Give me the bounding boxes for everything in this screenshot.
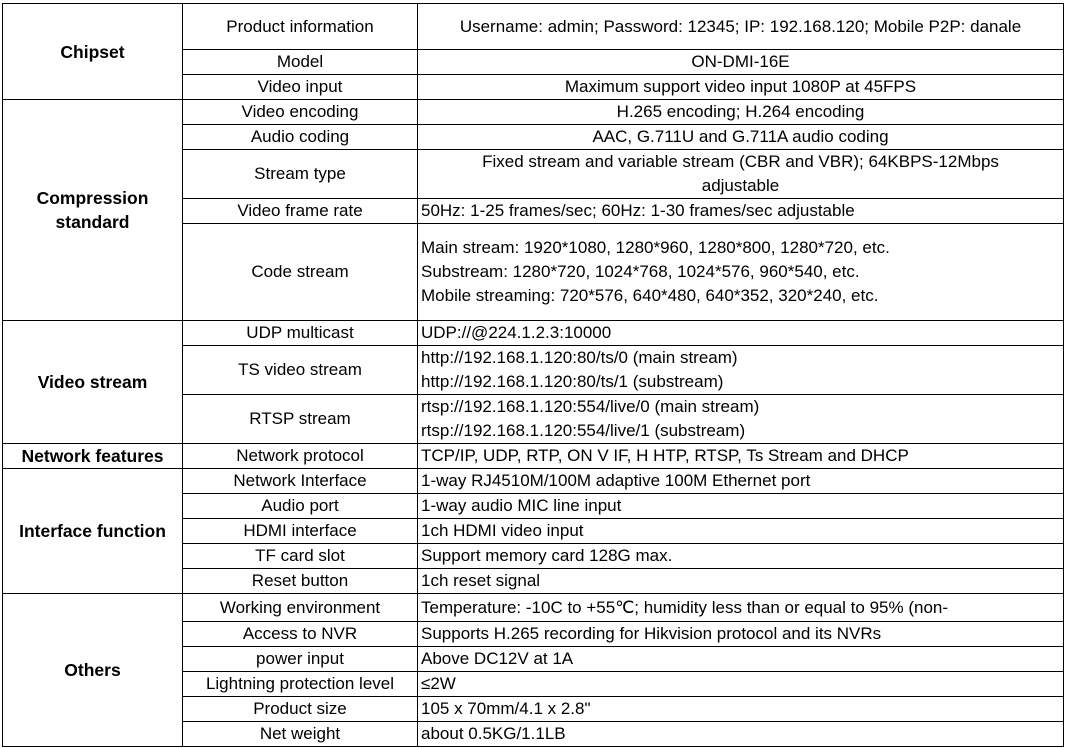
spec-value — [418, 75, 1064, 100]
spec-value-line: 1-way RJ4510M/100M adaptive 100M Ethernet port — [421, 471, 811, 490]
category-cell: Others — [3, 594, 183, 747]
spec-label: UDP multicast — [183, 321, 418, 346]
spec-value-line: Support memory card 128G max. — [421, 546, 673, 565]
spec-value — [418, 594, 1064, 622]
spec-label: RTSP stream — [183, 395, 418, 444]
spec-label: Network Interface — [183, 469, 418, 494]
category-cell: Interface function — [3, 469, 183, 594]
spec-value — [418, 622, 1064, 647]
spec-label: Audio port — [183, 494, 418, 519]
spec-label: Model — [183, 50, 418, 75]
category-cell: Compression standard — [3, 100, 183, 321]
spec-value — [418, 494, 1064, 519]
spec-value — [418, 100, 1064, 125]
spec-label: TF card slot — [183, 544, 418, 569]
spec-label: Stream type — [183, 150, 418, 199]
category-cell: Network features — [3, 444, 183, 469]
spec-table-body — [3, 4, 1064, 747]
spec-label: Code stream — [183, 224, 418, 321]
spec-label: Product size — [183, 697, 418, 722]
spec-label: Reset button — [183, 569, 418, 594]
spec-label: Video frame rate — [183, 199, 418, 224]
spec-value — [418, 346, 1064, 395]
spec-label: Access to NVR — [183, 622, 418, 647]
table-row — [3, 469, 1064, 494]
spec-value-line: Supports H.265 recording for Hikvision protocol and its NVRs — [421, 624, 882, 643]
spec-label: Working environment — [183, 594, 418, 622]
spec-label: Network protocol — [183, 444, 418, 469]
spec-value — [418, 519, 1064, 544]
spec-value-line: Substream: 1280*720, 1024*768, 1024*576, 960*540, etc. — [421, 262, 860, 281]
spec-value — [418, 672, 1064, 697]
spec-value-line: about 0.5KG/1.1LB — [421, 724, 566, 743]
table-row — [3, 321, 1064, 346]
spec-label: Video input — [183, 75, 418, 100]
spec-value-line: UDP://@224.1.2.3:10000 — [421, 323, 612, 342]
spec-label: TS video stream — [183, 346, 418, 395]
spec-value — [418, 4, 1064, 50]
spec-value — [418, 50, 1064, 75]
spec-value — [418, 125, 1064, 150]
spec-value-line: 1-way audio MIC line input — [421, 496, 622, 515]
spec-label: Product information — [183, 4, 418, 50]
spec-value-line: rtsp://192.168.1.120:554/live/0 (main stream) — [421, 397, 760, 416]
spec-value-line: Username: admin; Password: 12345; IP: 192.168.120; Mobile P2P: danale — [459, 16, 1022, 36]
spec-value — [418, 444, 1064, 469]
spec-value-line: ON-DMI-16E — [691, 52, 790, 71]
spec-label: Audio coding — [183, 125, 418, 150]
spec-label: power input — [183, 647, 418, 672]
spec-value-line: adjustable — [701, 176, 780, 195]
spec-value-line: 1ch reset signal — [421, 571, 541, 590]
spec-value — [418, 697, 1064, 722]
category-cell: Video stream — [3, 321, 183, 444]
spec-label: Video encoding — [183, 100, 418, 125]
spec-value-line: http://192.168.1.120:80/ts/0 (main stream) — [421, 348, 738, 367]
spec-table — [2, 3, 1064, 747]
table-row — [3, 100, 1064, 125]
spec-value-line: ≤2W — [421, 674, 456, 693]
spec-value-line: 105 x 70mm/4.1 x 2.8" — [421, 699, 591, 718]
category-cell: Chipset — [3, 4, 183, 100]
spec-value-line: 50Hz: 1-25 frames/sec; 60Hz: 1-30 frames/sec adjustable — [421, 201, 855, 220]
spec-value — [418, 722, 1064, 747]
spec-value — [418, 469, 1064, 494]
spec-value — [418, 150, 1064, 199]
spec-value-line: Above DC12V at 1A — [421, 649, 574, 668]
spec-value — [418, 321, 1064, 346]
spec-value-line: TCP/IP, UDP, RTP, ON V IF, H HTP, RTSP, Ts Stream and DHCP — [421, 446, 909, 465]
spec-value-line: http://192.168.1.120:80/ts/1 (substream) — [421, 372, 724, 391]
spec-value — [418, 569, 1064, 594]
table-row — [3, 4, 1064, 50]
spec-value — [418, 395, 1064, 444]
spec-value — [418, 224, 1064, 321]
spec-value-line: 1ch HDMI video input — [421, 521, 584, 540]
spec-value-line: Mobile streaming: 720*576, 640*480, 640*352, 320*240, etc. — [421, 286, 879, 305]
spec-value-line: Main stream: 1920*1080, 1280*960, 1280*800, 1280*720, etc. — [421, 238, 890, 257]
spec-value-line: Temperature: -10C to +55℃; humidity less than or equal to 95% (non- — [421, 597, 949, 617]
spec-value-line: AAC, G.711U and G.711A audio coding — [592, 127, 889, 146]
spec-value — [418, 199, 1064, 224]
table-row — [3, 594, 1064, 622]
spec-value-line: rtsp://192.168.1.120:554/live/1 (substream) — [421, 421, 746, 440]
spec-value — [418, 647, 1064, 672]
spec-value-line: H.265 encoding; H.264 encoding — [616, 102, 865, 121]
spec-value-line: Fixed stream and variable stream (CBR and VBR); 64KBPS-12Mbps — [482, 152, 999, 171]
spec-value — [418, 544, 1064, 569]
spec-value-line: Maximum support video input 1080P at 45FPS — [564, 77, 917, 96]
spec-label: HDMI interface — [183, 519, 418, 544]
spec-label: Net weight — [183, 722, 418, 747]
table-row — [3, 444, 1064, 469]
spec-label: Lightning protection level — [183, 672, 418, 697]
